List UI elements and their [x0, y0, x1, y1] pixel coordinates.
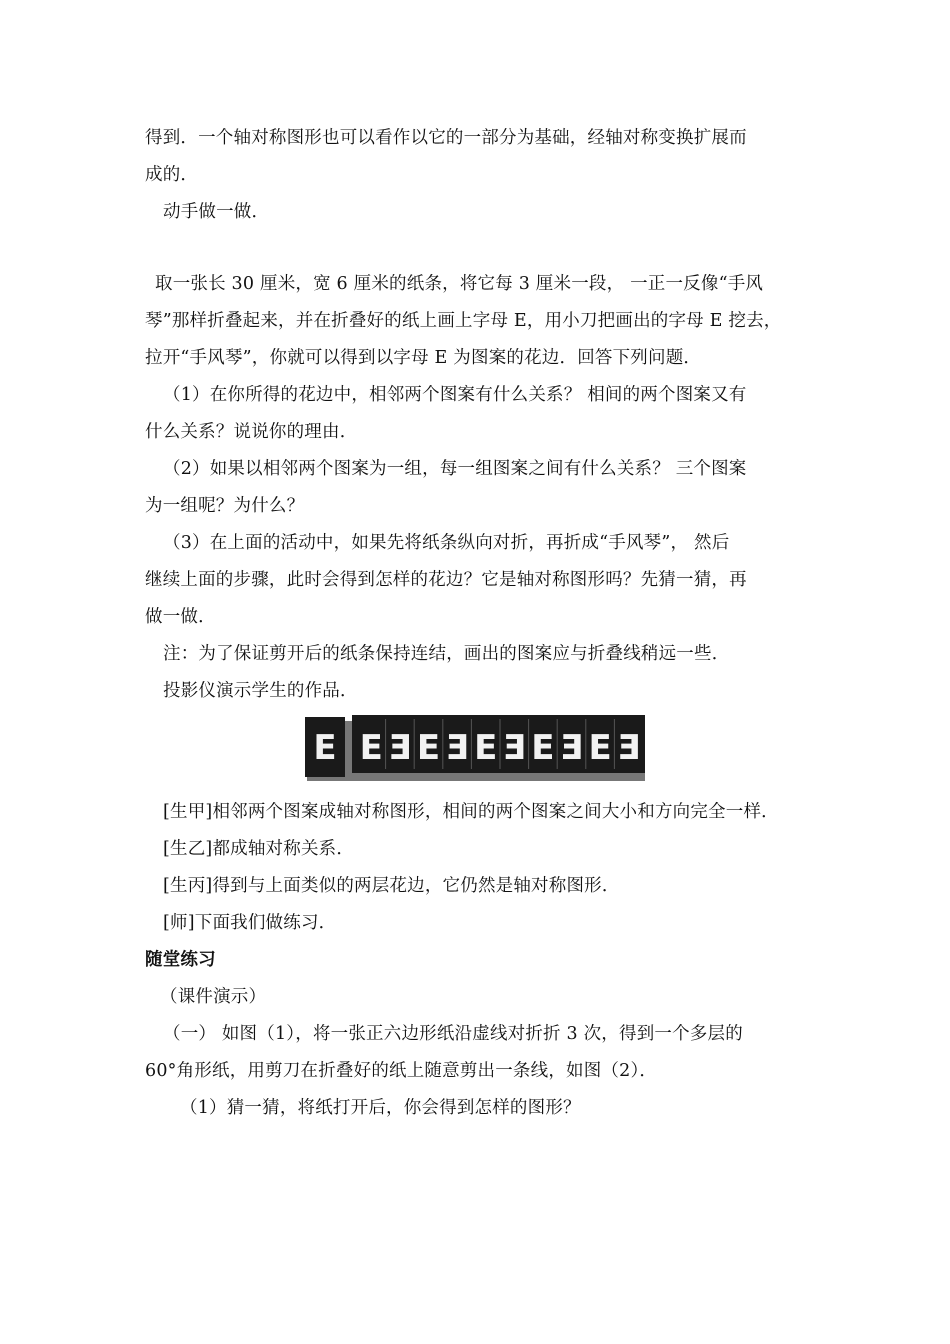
line-3: 动手做一做．	[163, 202, 270, 222]
line-2: 成的．	[145, 165, 199, 185]
line-17: [生乙]都成轴对称关系．	[163, 839, 355, 859]
pattern-letter: Ǝ	[502, 728, 526, 768]
line-11: （3）在上面的活动中，如果先将纸条纵向对折，再折成“手风琴”， 然后	[163, 533, 730, 553]
line-7: （1）在你所得的花边中，相邻两个图案有什么关系？ 相间的两个图案又有	[163, 385, 747, 405]
line-21: （课件演示）	[160, 987, 267, 1007]
line-18: [生丙]得到与上面类似的两层花边，它仍然是轴对称图形．	[163, 876, 620, 896]
pattern-letter: E	[474, 728, 498, 768]
pattern-letter: E	[313, 728, 337, 768]
line-5: 琴”那样折叠起来，并在折叠好的纸上画上字母 E，用小刀把画出的字母 E 挖去，	[145, 311, 782, 331]
line-9: （2）如果以相邻两个图案为一组，每一组图案之间有什么关系？ 三个图案	[163, 459, 747, 479]
pattern-letter: E	[531, 728, 555, 768]
line-6: 拉开“手风琴”，你就可以得到以字母 E 为图案的花边．回答下列问题．	[145, 348, 702, 368]
e-pattern-border-figure	[305, 715, 645, 781]
pattern-letter: Ǝ	[559, 728, 584, 768]
pattern-letter: Ǝ	[388, 728, 412, 768]
pattern-letter: E	[588, 728, 612, 768]
line-19: [师]下面我们做练习．	[163, 913, 337, 933]
line-24: （1）猜一猜，将纸打开后，你会得到怎样的图形？	[180, 1098, 581, 1118]
line-1: 得到．一个轴对称图形也可以看作以它的一部分为基础，经轴对称变换扩展而	[145, 128, 747, 148]
line-14: 注：为了保证剪开后的纸条保持连结，画出的图案应与折叠线稍远一些．	[163, 644, 730, 664]
pattern-letter: E	[359, 728, 383, 768]
line-4: 取一张长 30 厘米，宽 6 厘米的纸条，将它每 3 厘米一段， 一正一反像“手风	[155, 274, 764, 294]
line-22: （一） 如图（1），将一张正六边形纸沿虚线对折折 3 次，得到一个多层的	[163, 1024, 743, 1044]
pattern-letter: Ǝ	[445, 728, 469, 768]
line-15: 投影仪演示学生的作品．	[163, 681, 358, 701]
section-heading: 随堂练习	[145, 950, 216, 970]
line-16: [生甲]相邻两个图案成轴对称图形，相间的两个图案之间大小和方向完全一样．	[163, 802, 779, 822]
line-13: 做一做．	[145, 607, 216, 627]
line-23: 60°角形纸，用剪刀在折叠好的纸上随意剪出一条线，如图（2）．	[145, 1061, 658, 1081]
line-10: 为一组呢？为什么？	[145, 496, 305, 516]
line-12: 继续上面的步骤，此时会得到怎样的花边？它是轴对称图形吗？先猜一猜，再	[145, 570, 747, 590]
pattern-letter: E	[416, 728, 441, 768]
line-8: 什么关系？说说你的理由．	[145, 422, 358, 442]
pattern-letter: Ǝ	[617, 728, 641, 768]
